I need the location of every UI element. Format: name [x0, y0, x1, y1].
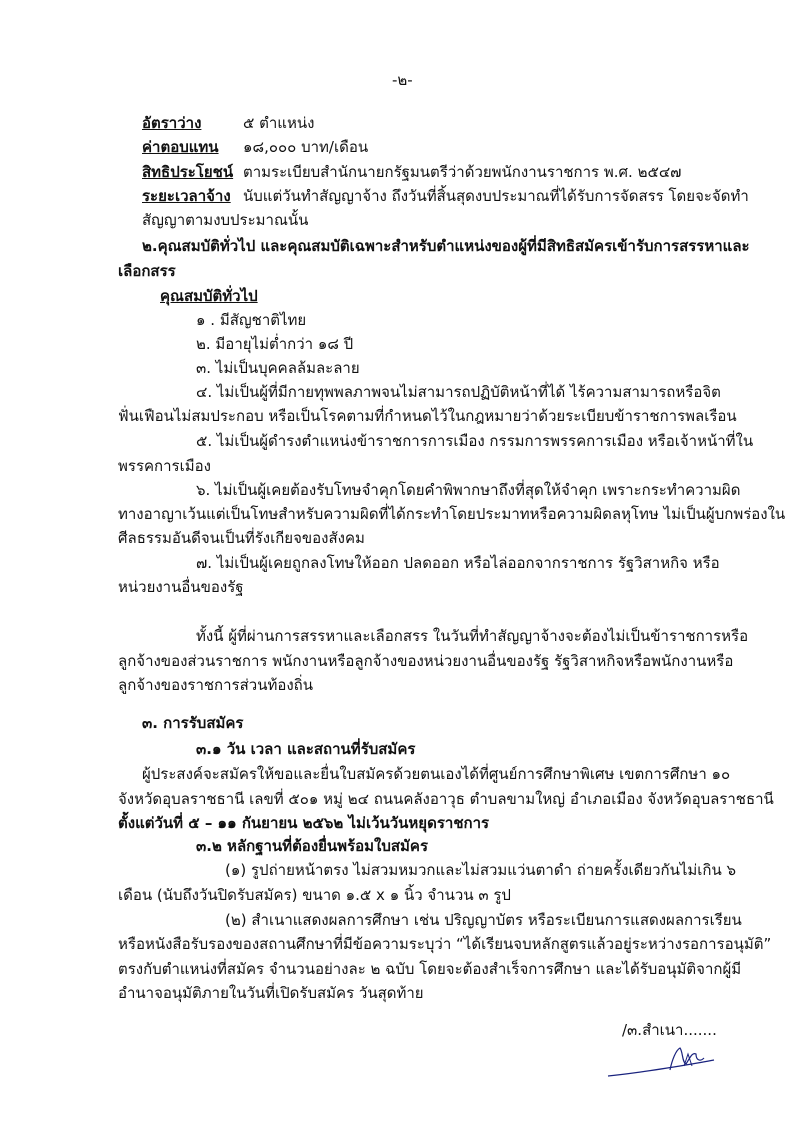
document-2-line-3: ตรงกับตำแหน่งที่สมัคร จำนวนอย่างละ ๒ ฉบับ โดยจะต้องสำเร็จการศึกษา และได้รับอนุมัติจากผู้มี — [118, 960, 742, 978]
document-1-line-2: เดือน (นับถึงวันปิดรับสมัคร) ขนาด ๑.๕ x ๑ นิ้ว จำนวน ๓ รูป — [118, 886, 511, 904]
note-line-2: ลูกจ้างของส่วนราชการ พนักงานหรือลูกจ้างของหน่วยงานอื่นของรัฐ รัฐวิสาหกิจหรือพนักงานหรือ — [118, 652, 734, 670]
benefits-label: สิทธิประโยชน์ — [142, 163, 234, 181]
period-line-2: สัญญาตามงบประมาณนั้น — [142, 211, 309, 229]
page-number: -๒- — [392, 71, 413, 89]
general-qualifications-title: คุณสมบัติทั่วไป — [160, 287, 258, 305]
document-2-line-4: อำนาจอนุมัติภายในวันที่เปิดรับสมัคร วันสุดท้าย — [118, 984, 424, 1002]
salary-value: ๑๘,๐๐๐ บาท/เดือน — [243, 138, 369, 156]
section2-heading-line-2: เลือกสรร — [118, 262, 176, 280]
qualification-item-7-line-2: หน่วยงานอื่นของรัฐ — [118, 578, 244, 596]
vacancy-value: ๕ ตำแหน่ง — [243, 114, 315, 132]
signature-initials — [600, 1036, 720, 1086]
section3-heading: ๓. การรับสมัคร — [142, 714, 244, 732]
section3-1-line-1: ผู้ประสงค์จะสมัครให้ขอและยื่นใบสมัครด้วยตนเองได้ที่ศูนย์การศึกษาพิเศษ เขตการศึกษา ๑๐ — [142, 765, 731, 783]
qualification-item-4-line-1: ๔. ไม่เป็นผู้ที่มีกายทุพพลภาพจนไม่สามารถปฏิบัติหน้าที่ได้ ไร้ความสามารถหรือจิต — [196, 383, 721, 401]
section2-heading-line-1: ๒.คุณสมบัติทั่วไป และคุณสมบัติเฉพาะสำหรับตำแหน่งของผู้ที่มีสิทธิสมัครเข้ารับการสรรหาและ — [142, 237, 750, 255]
document-1-line-1: (๑) รูปถ่ายหน้าตรง ไม่สวมหมวกและไม่สวมแว่นตาดำ ถ่ายครั้งเดียวกันไม่เกิน ๖ — [225, 861, 737, 879]
qualification-item-5-line-1: ๕. ไม่เป็นผู้ดำรงตำแหน่งข้าราชการการเมือง กรรมการพรรคการเมือง หรือเจ้าหน้าที่ใน — [196, 432, 754, 450]
period-line-1: นับแต่วันทำสัญญาจ้าง ถึงวันที่สิ้นสุดงบประมาณที่ได้รับการจัดสรร โดยจะจัดทำ — [243, 187, 749, 205]
qualification-item-1: ๑ . มีสัญชาติไทย — [196, 311, 307, 329]
section3-2-title: ๓.๒ หลักฐานที่ต้องยื่นพร้อมใบสมัคร — [196, 837, 429, 855]
qualification-item-4-line-2: ฟั่นเฟือนไม่สมประกอบ หรือเป็นโรคตามที่กำหนดไว้ในกฎหมายว่าด้วยระเบียบข้าราชการพลเรือน — [118, 407, 737, 425]
qualification-item-2: ๒. มีอายุไม่ต่ำกว่า ๑๘ ปี — [196, 335, 354, 353]
benefits-value: ตามระเบียบสำนักนายกรัฐมนตรีว่าด้วยพนักงานราชการ พ.ศ. ๒๕๔๗ — [243, 163, 682, 181]
document-2-line-1: (๒) สำเนาแสดงผลการศึกษา เช่น ปริญญาบัตร หรือระเบียนการแสดงผลการเรียน — [225, 911, 742, 929]
note-line-3: ลูกจ้างของราชการส่วนท้องถิ่น — [118, 676, 314, 694]
qualification-item-7-line-1: ๗. ไม่เป็นผู้เคยถูกลงโทษให้ออก ปลดออก หรือไล่ออกจากราชการ รัฐวิสาหกิจ หรือ — [196, 554, 720, 572]
note-line-1: ทั้งนี้ ผู้ที่ผ่านการสรรหาและเลือกสรร ในวันที่ทำสัญญาจ้างจะต้องไม่เป็นข้าราชการหรือ — [196, 627, 749, 645]
document-2-line-2: หรือหนังสือรับรองของสถานศึกษาที่มีข้อความระบุว่า “ได้เรียนจบหลักสูตรแล้วอยู่ระหว่างรอการอนุมัติ” — [118, 935, 772, 953]
salary-label: ค่าตอบแทน — [142, 138, 219, 156]
qualification-item-6-line-1: ๖. ไม่เป็นผู้เคยต้องรับโทษจำคุกโดยคำพิพากษาถึงที่สุดให้จำคุก เพราะกระทำความผิด — [196, 481, 741, 499]
section3-1-line-2: จังหวัดอุบลราชธานี เลขที่ ๕๐๑ หมู่ ๒๔ ถนนคลังอาวุธ ตำบลขามใหญ่ อำเภอเมือง จังหวัดอุบลราชธานี — [118, 790, 774, 808]
period-label: ระยะเวลาจ้าง — [142, 187, 231, 205]
qualification-item-6-line-2: ทางอาญาเว้นแต่เป็นโทษสำหรับความผิดที่ได้กระทำโดยประมาทหรือความผิดลหุโทษ ไม่เป็นผู้บกพร่องใน — [118, 505, 786, 523]
qualification-item-5-line-2: พรรคการเมือง — [118, 457, 211, 475]
section3-1-line-3: ตั้งแต่วันที่ ๕ – ๑๑ กันยายน ๒๕๖๒ ไม่เว้นวันหยุดราชการ — [118, 814, 490, 832]
section3-1-title: ๓.๑ วัน เวลา และสถานที่รับสมัคร — [196, 740, 416, 758]
qualification-item-3: ๓. ไม่เป็นบุคคลล้มละลาย — [196, 359, 360, 377]
vacancy-label: อัตราว่าง — [142, 114, 202, 132]
qualification-item-6-line-3: ศีลธรรมอันดีจนเป็นที่รังเกียจของสังคม — [118, 529, 365, 547]
continuation-marker: /๓.สำเนา....... — [622, 1021, 717, 1039]
